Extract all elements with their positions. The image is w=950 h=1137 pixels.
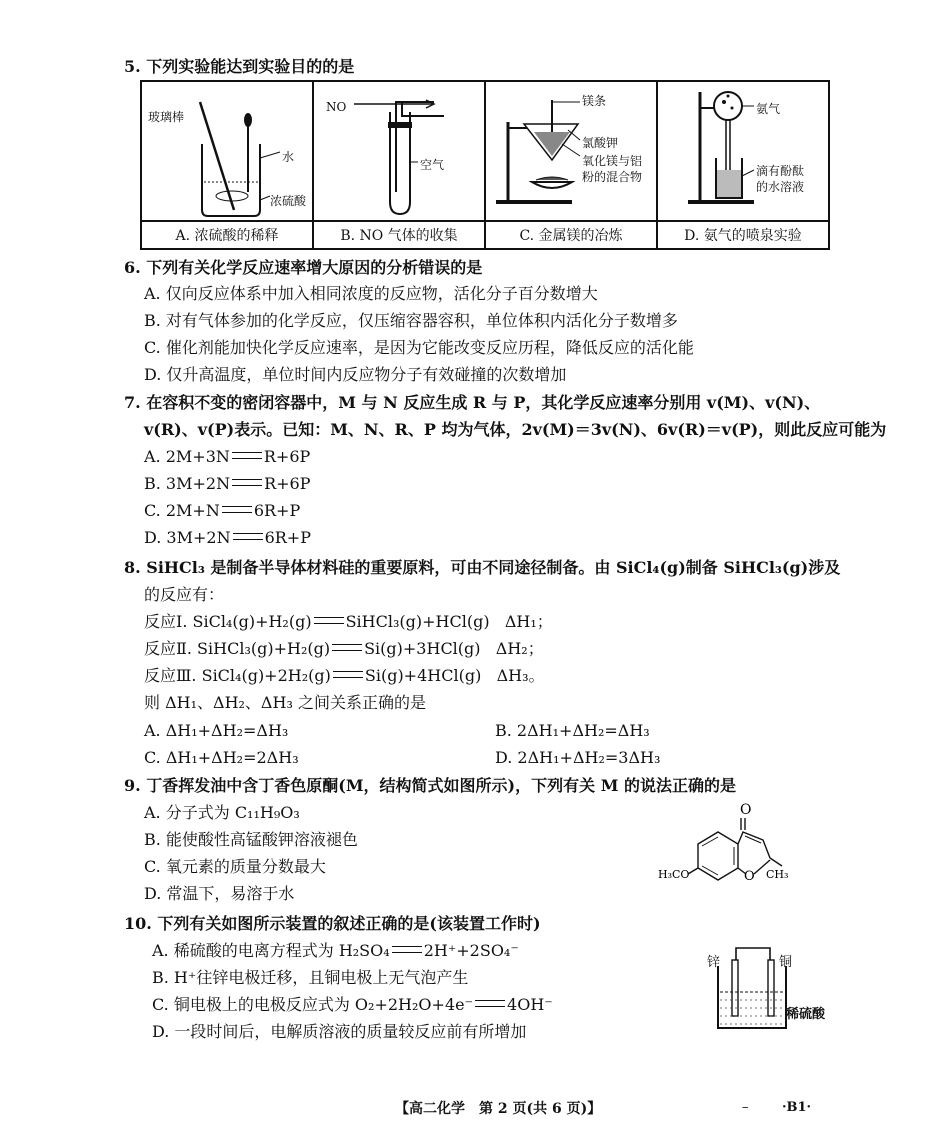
label-kclo3: 氯酸钾 [582,136,619,150]
thermite-diagram [486,82,656,220]
label-mg-ribbon: 镁条 [582,94,607,108]
label-mix-2: 粉的混合物 [582,170,643,184]
q7-stem-line1: 7. 在容积不变的密闭容器中，M 与 N 反应生成 R 与 P，其化学反应速率分别用 v(M)、v(N)、 [124,393,821,412]
label-nh3: 氨气 [756,102,781,116]
carbonyl-o: O [740,802,752,818]
label-copper: 铜 [779,955,793,970]
q8-option-a: A. ΔH₁+ΔH₂=ΔH₃ [144,721,289,740]
label-phenol-2: 的水溶液 [756,180,805,194]
q8-reaction-3: 反应Ⅲ. SiCl₄(g)+2H₂(g) Si(g)+4HCl(g) ΔH₃。 [144,666,545,685]
label-conc-acid: 浓硫酸 [270,194,307,208]
beaker-dilution-diagram [142,82,312,220]
q7-stem-line2: v(R)、v(P)表示。已知：M、N、R、P 均为气体，2v(M)＝3v(N)、6v(R)＝v(P)，则此反应可能为 [144,420,887,439]
ring-o: O [744,869,755,884]
q5-experiment-table [140,80,830,250]
q5-panel-d [657,81,829,221]
page-footer: 【高二化学 第 2 页(共 6 页)】 [395,1101,602,1117]
q10-option-b: B. H⁺往锌电极迁移，且铜电极上无气泡产生 [152,968,469,987]
methyl-label: CH₃ [766,868,789,881]
label-no: NO [326,100,347,114]
q5-panel-b [313,81,485,221]
label-zinc: 锌 [707,955,721,970]
label-phenol-1: 滴有酚酞 [756,164,805,178]
q9-option-c: C. 氧元素的质量分数最大 [144,857,326,876]
q8-stem-line1: 8. SiHCl₃ 是制备半导体材料硅的重要原料，可由不同途径制备。由 SiCl₄(g)制备 SiHCl₃(g)涉及 [124,558,841,577]
q5-panel-a [141,81,313,221]
q8-option-c: C. ΔH₁+ΔH₂=2ΔH₃ [144,748,299,767]
label-air: 空气 [420,158,445,172]
q6-option-d: D. 仅升高温度，单位时间内反应物分子有效碰撞的次数增加 [144,365,567,384]
q8-stem-line2: 的反应有： [144,585,225,604]
q8-option-d: D. 2ΔH₁+ΔH₂=3ΔH₃ [495,748,661,767]
q9-option-b: B. 能使酸性高锰酸钾溶液褪色 [144,830,358,849]
q5-stem: 5. 下列实验能达到实验目的的是 [124,57,355,76]
label-glass-rod: 玻璃棒 [148,110,185,124]
no-collection-diagram [314,82,484,220]
q6-option-a: A. 仅向反应体系中加入相同浓度的反应物，活化分子百分数增大 [144,284,598,303]
paper-code: ·B1· [782,1100,812,1115]
q9-option-a: A. 分子式为 C₁₁H₉O₃ [144,803,300,822]
label-mix-1: 氧化镁与铝 [582,154,643,168]
q6-option-b: B. 对有气体参加的化学反应，仅压缩容器容积，单位体积内活化分子数增多 [144,311,678,330]
q7-option-d: D. 3M+2N 6R+P [144,528,311,547]
footer-dash: – [742,1100,749,1115]
q9-stem: 9. 丁香挥发油中含丁香色原酮(M，结构简式如图所示)，下列有关 M 的说法正确的是 [124,776,736,795]
label-water: 水 [282,150,295,164]
chromone-structure [658,800,808,890]
q10-option-c: C. 铜电极上的电极反应式为 O₂+2H₂O+4e⁻ 4OH⁻ [152,995,553,1014]
q7-option-b: B. 3M+2N R+6P [144,474,311,493]
fountain-diagram [658,82,828,220]
q10-stem: 10. 下列有关如图所示装置的叙述正确的是(该装置工作时) [124,914,541,933]
q9-option-d: D. 常温下，易溶于水 [144,884,295,903]
q6-stem: 6. 下列有关化学反应速率增大原因的分析错误的是 [124,258,483,277]
galvanic-cell-diagram [716,940,796,1040]
q6-option-c: C. 催化剂能加快化学反应速率，是因为它能改变反应历程，降低反应的活化能 [144,338,694,357]
q5-option-d: D. 氨气的喷泉实验 [657,221,829,249]
q5-option-c: C. 金属镁的冶炼 [485,221,657,249]
q7-option-c: C. 2M+N 6R+P [144,501,301,520]
q10-option-a: A. 稀硫酸的电离方程式为 H₂SO₄ 2H⁺+2SO₄⁻ [152,941,519,960]
q10-option-d: D. 一段时间后，电解质溶液的质量较反应前有所增加 [152,1022,527,1041]
q7-option-a: A. 2M+3N R+6P [144,447,311,466]
q5-option-a: A. 浓硫酸的稀释 [141,221,313,249]
label-dilute-acid: 稀硫酸 [786,1007,826,1022]
q8-option-b: B. 2ΔH₁+ΔH₂=ΔH₃ [495,721,650,740]
q5-panel-c [485,81,657,221]
q5-option-b: B. NO 气体的收集 [313,221,485,249]
methoxy-label: H₃CO [658,868,690,881]
q8-ask: 则 ΔH₁、ΔH₂、ΔH₃ 之间关系正确的是 [144,693,426,712]
q8-reaction-1: 反应Ⅰ. SiCl₄(g)+H₂(g) SiHCl₃(g)+HCl(g) ΔH₁； [144,612,553,631]
q8-reaction-2: 反应Ⅱ. SiHCl₃(g)+H₂(g) Si(g)+3HCl(g) ΔH₂； [144,639,544,658]
